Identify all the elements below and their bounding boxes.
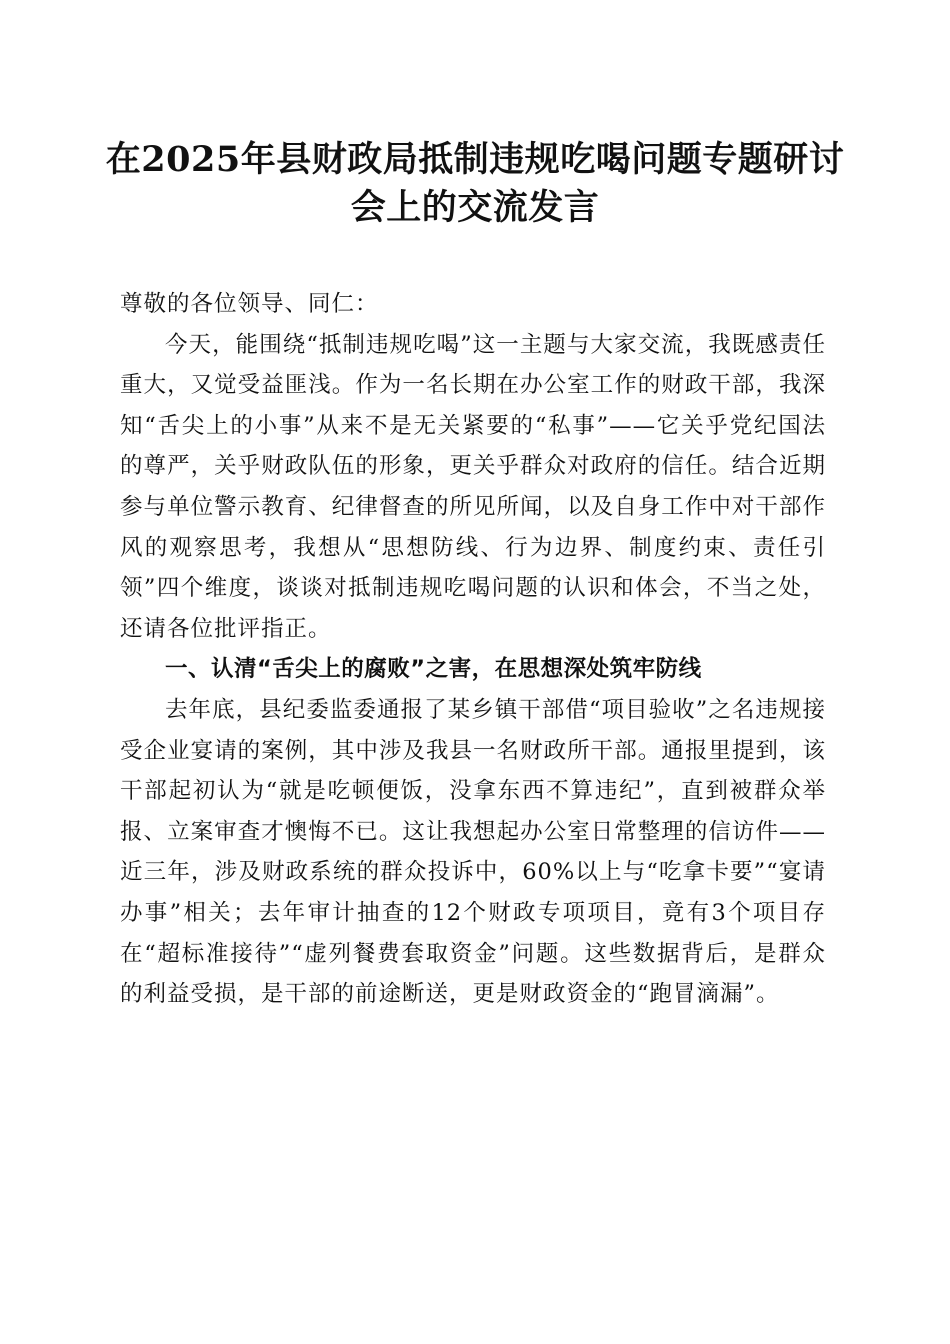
intro-paragraph: 今天，能围绕“抵制违规吃喝”这一主题与大家交流，我既感责任重大，又觉受益匪浅。作为一名长期在办公室工作的财政干部，我深知“舌尖上的小事”从来不是无关紧要的“私事”——它关乎党纪国法的尊严，关乎财政队伍的形象，更关乎群众对政府的信任。结合近期参与单位警示教育、纪律督查的所见所闻，以及自身工作中对干部作风的观察思考，我想从“思想防线、行为边界、制度约束、责任引领”四个维度，谈谈对抵制违规吃喝问题的认识和体会，不当之处，还请各位批评指正。 <box>120 331 826 642</box>
salutation: 尊敬的各位领导、同仁： <box>120 291 379 317</box>
section-heading: 一、认清“舌尖上的腐败”之害，在思想深处筑牢防线 <box>165 656 702 683</box>
document-body <box>120 284 826 1015</box>
section-paragraph: 去年底，县纪委监委通报了某乡镇干部借“项目验收”之名违规接受企业宴请的案例，其中涉及我县一名财政所干部。通报里提到，该干部起初认为“就是吃顿便饭，没拿东西不算违纪”，直到被群众举报、立案审查才懊悔不已。这让我想起办公室日常整理的信访件——近三年，涉及财政系统的群众投诉中，60%以上与“吃拿卡要”“宴请办事”相关；去年审计抽查的12个财政专项项目，竟有3个项目存在“超标准接待”“虚列餐费套取资金”问题。这些数据背后，是群众的利益受损，是干部的前途断送，更是财政资金的“跑冒滴漏”。 <box>120 696 826 1008</box>
document-title: 在2025年县财政局抵制违规吃喝问题专题研讨会上的交流发言 <box>105 139 845 228</box>
